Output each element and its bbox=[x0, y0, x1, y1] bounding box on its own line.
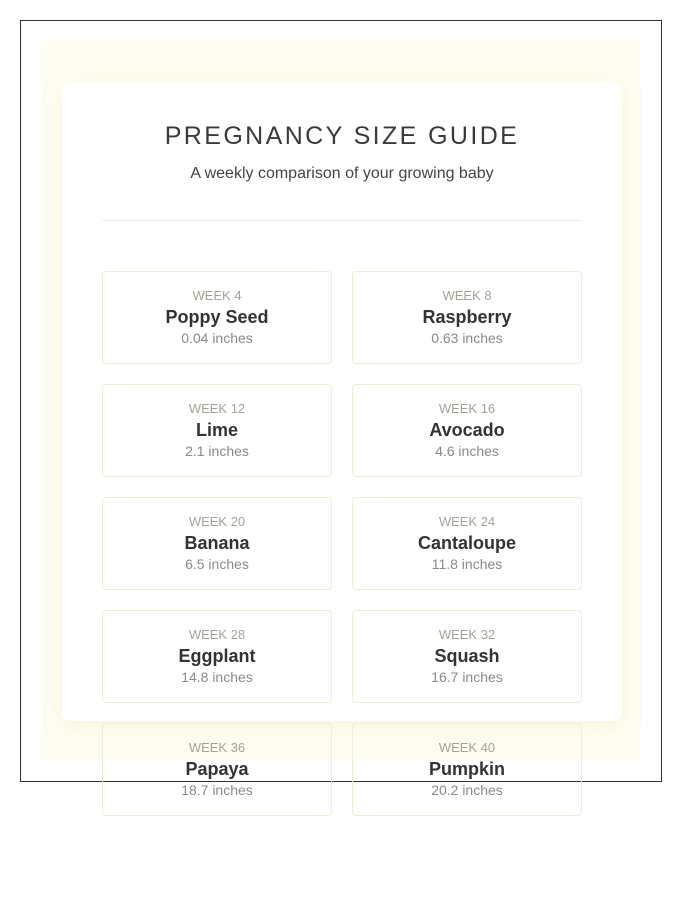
fruit-name: Raspberry bbox=[422, 307, 512, 327]
size-value: 16.7 inches bbox=[431, 669, 503, 685]
fruit-name: Avocado bbox=[429, 420, 505, 440]
page-subtitle: A weekly comparison of your growing baby bbox=[190, 165, 494, 182]
week-tile bbox=[102, 271, 332, 364]
fruit-name: Papaya bbox=[185, 759, 249, 779]
week-label: WEEK 28 bbox=[188, 627, 246, 642]
page-backdrop bbox=[41, 41, 641, 798]
week-label: WEEK 8 bbox=[442, 288, 492, 303]
week-tile bbox=[102, 723, 332, 816]
size-value: 0.63 inches bbox=[431, 330, 503, 346]
week-tile bbox=[352, 497, 582, 590]
week-label: WEEK 40 bbox=[438, 740, 496, 755]
size-value: 14.8 inches bbox=[181, 669, 253, 685]
week-tile bbox=[352, 384, 582, 477]
week-tile bbox=[352, 610, 582, 703]
size-value: 2.1 inches bbox=[185, 443, 249, 459]
header-divider bbox=[102, 220, 582, 221]
fruit-name: Pumpkin bbox=[428, 759, 505, 779]
fruit-name: Squash bbox=[434, 646, 500, 666]
week-label: WEEK 36 bbox=[188, 740, 246, 755]
fruit-name: Poppy Seed bbox=[165, 307, 269, 327]
fruit-name: Cantaloupe bbox=[417, 533, 516, 553]
fruit-name: Banana bbox=[184, 533, 250, 553]
week-tile bbox=[352, 271, 582, 364]
viewport-frame bbox=[20, 20, 662, 798]
week-tile bbox=[102, 384, 332, 477]
week-tile bbox=[352, 723, 582, 816]
week-grid bbox=[102, 271, 582, 816]
size-value: 20.2 inches bbox=[431, 782, 503, 798]
size-value: 4.6 inches bbox=[435, 443, 499, 459]
week-label: WEEK 20 bbox=[188, 514, 246, 529]
page-title: PREGNANCY SIZE GUIDE bbox=[164, 122, 520, 150]
week-label: WEEK 12 bbox=[188, 401, 246, 416]
size-value: 18.7 inches bbox=[181, 782, 253, 798]
fruit-name: Lime bbox=[195, 420, 238, 440]
fruit-name: Eggplant bbox=[178, 646, 256, 666]
week-label: WEEK 24 bbox=[438, 514, 496, 529]
size-value: 0.04 inches bbox=[181, 330, 253, 346]
week-label: WEEK 4 bbox=[192, 288, 242, 303]
size-value: 6.5 inches bbox=[185, 556, 249, 572]
week-label: WEEK 32 bbox=[438, 627, 496, 642]
week-label: WEEK 16 bbox=[438, 401, 496, 416]
size-value: 11.8 inches bbox=[431, 556, 503, 572]
week-tile bbox=[102, 497, 332, 590]
week-tile bbox=[102, 610, 332, 703]
size-guide-card bbox=[62, 82, 622, 798]
